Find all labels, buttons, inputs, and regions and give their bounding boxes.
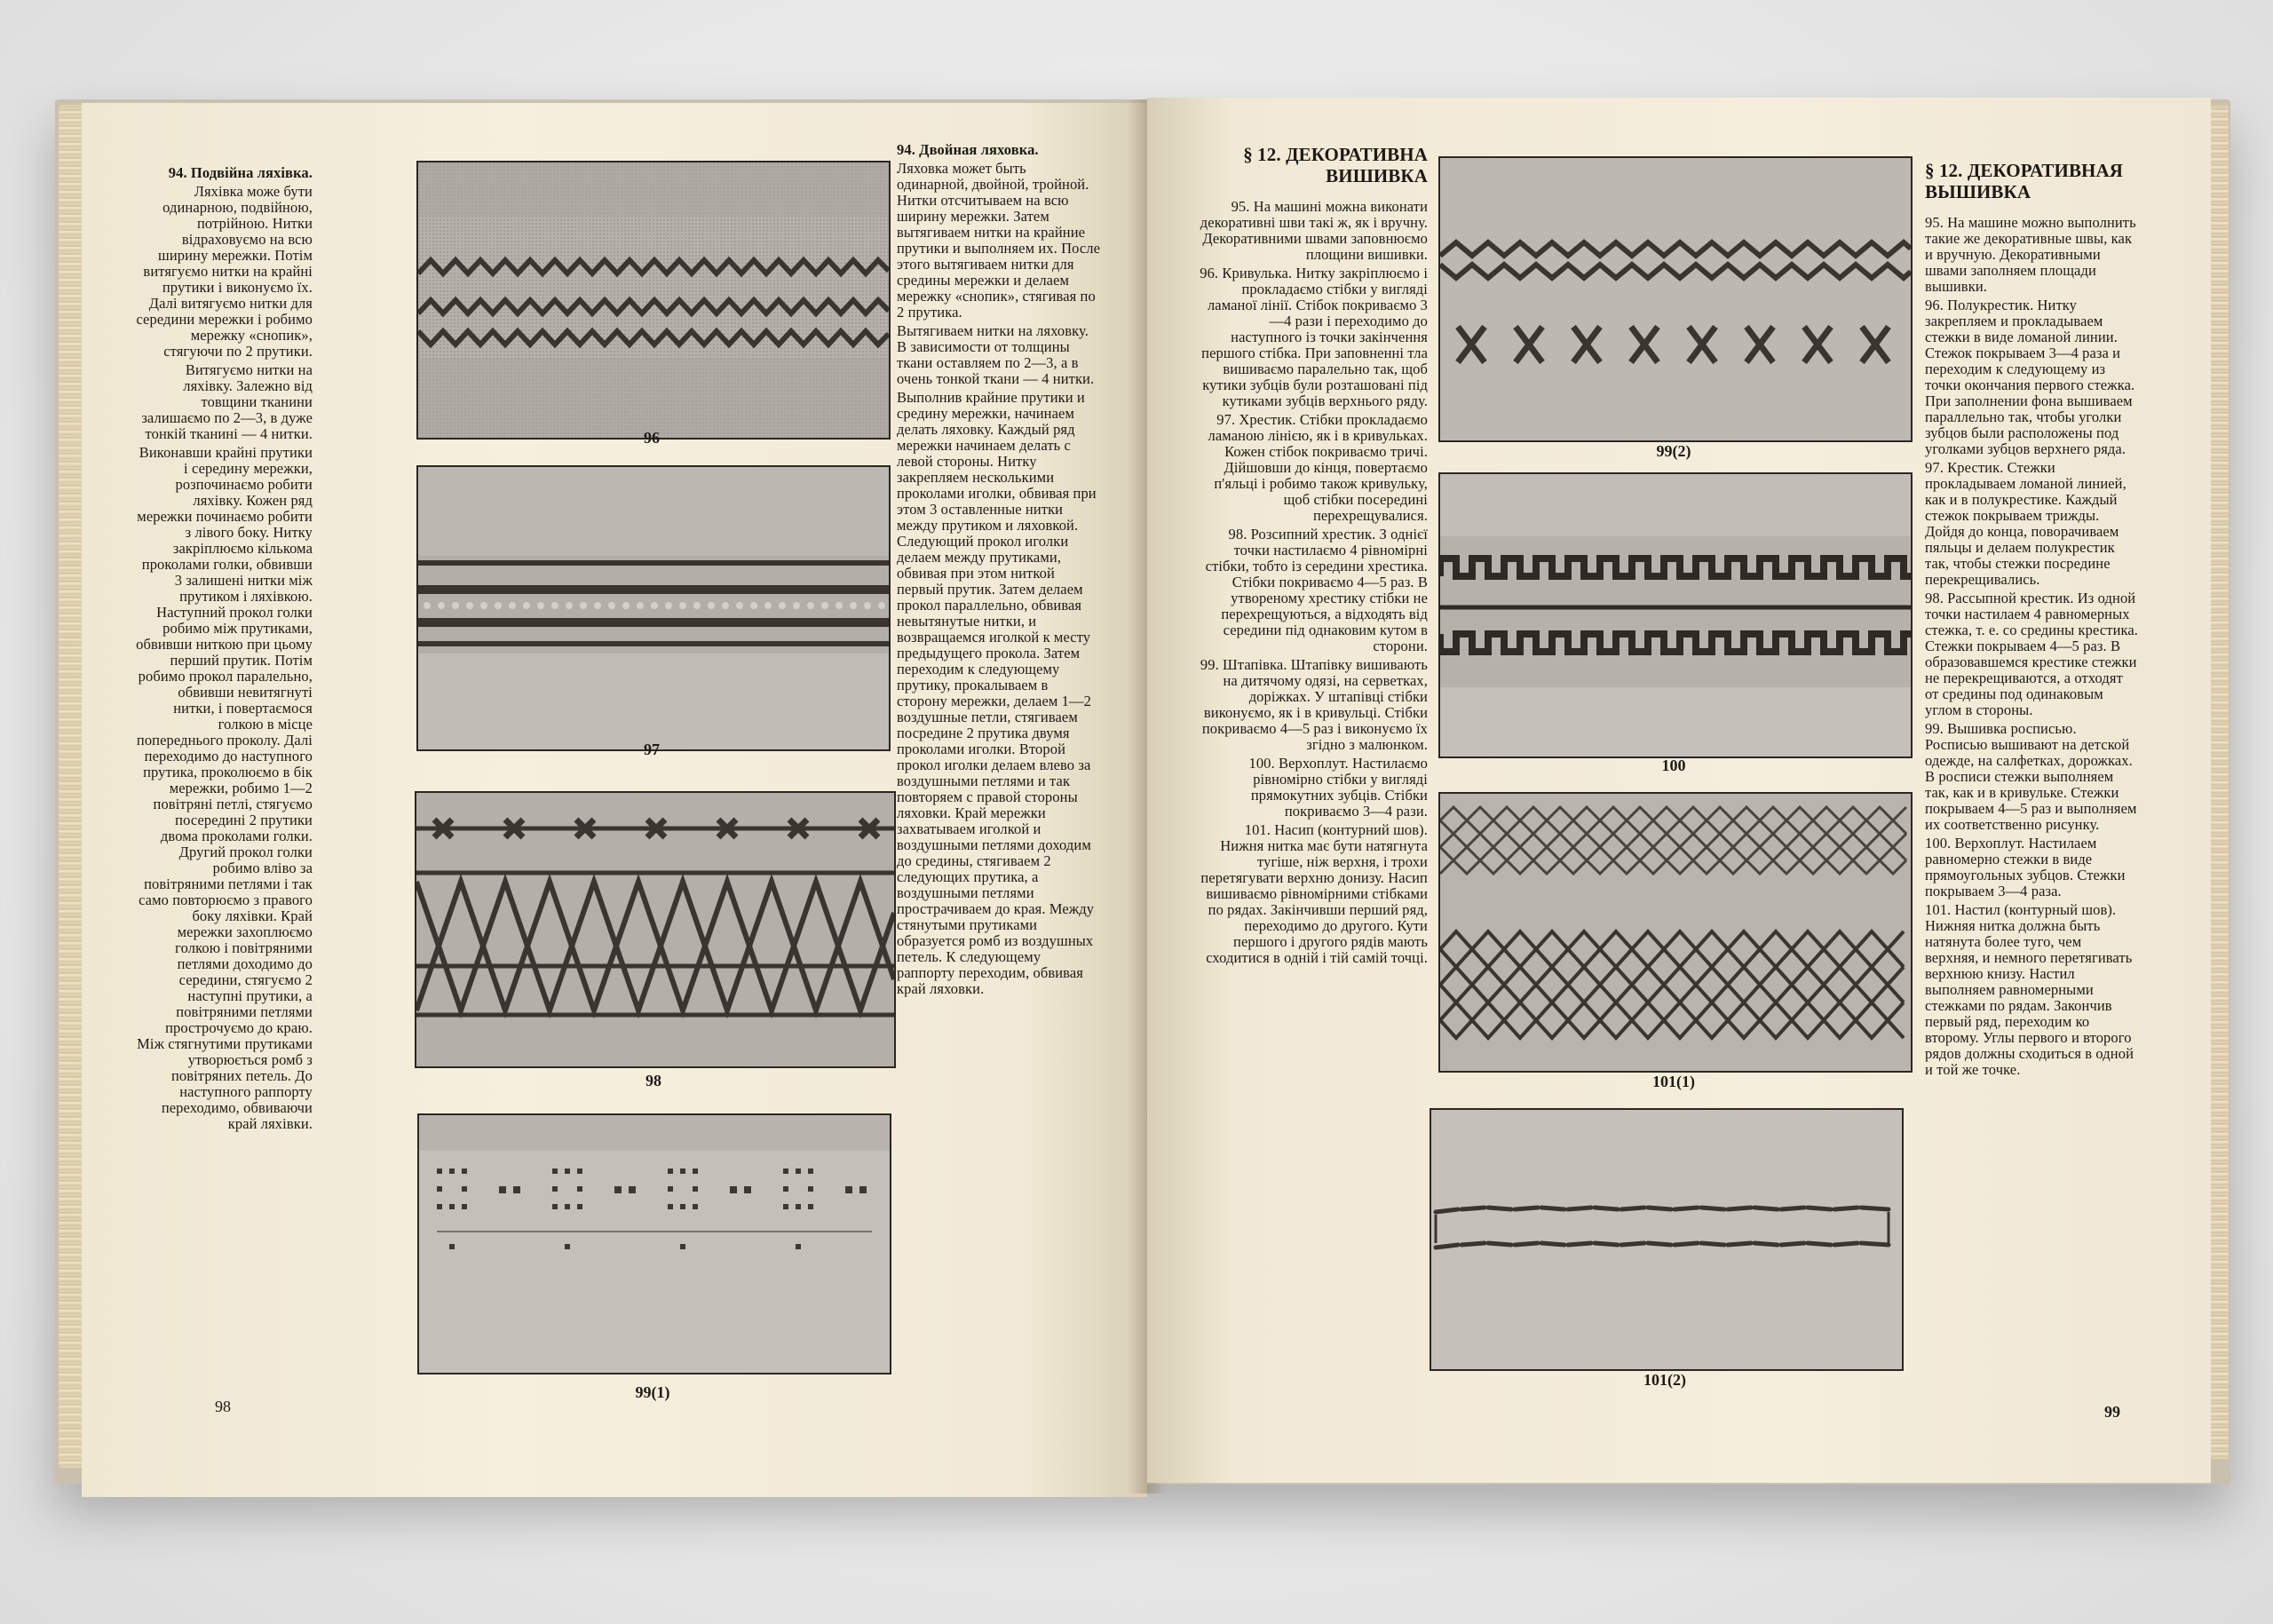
- rus-text-column-right: [1925, 160, 2138, 1081]
- caption-99-2: 99(2): [1656, 442, 1691, 460]
- rus-section-heading: § 12. ДЕКОРАТИВНАЯ ВЫШИВКА: [1925, 160, 2124, 202]
- ukr-paragraph: 96. Кривулька. Нитку закріплюємо і прокладаємо стібки у вигляді ламаної лінії. Стібок покриваємо 3—4 рази і переходимо до наступного із точки закінчення першого стібка. При заповненні тла вишиваємо паралельно так, щоб кутики зубців були розташовані під кутиками зубців верхнього ряду.: [1200, 265, 1428, 409]
- photo-96-zigzag-rows: [416, 161, 891, 440]
- ukr-text-column-right: [1199, 144, 1428, 969]
- photo-101-1-net: [1438, 792, 1913, 1073]
- ukr-paragraph: Виконавши крайні прутики і середину мережки, розпочинаємо робити ляхівку. Кожен ряд мережки починаємо робити з лівого боку. Нитку закріплюємо кількома проколами голки, обвивши 3 залишені нитки між прутиком і ляхівкою. Наступний прокол голки робимо між прутиками, обвивши ниткою при цьому перший прутик. Потім робимо прокол паралельно, обвивши невитягнуті нитки, і повертаємося голкою в місце попереднього проколу. Далі переходимо до наступного прутика, проколюємо в бік мережки, робимо 1—2 повітряні петлі, стягуємо посередині 2 прутики двома проколами голки. Другий прокол голки робимо вліво за повітряними петлями і так само повторюємо з правого боку ляхівки. Край мережки захоплюємо голкою і повітряними петлями доходимо до середини, стягуємо 2 наступні прутики, а повітряними петлями прострочуємо до краю. Між стягнутими прутиками утворюється ромб з повітряних петель. До наступного раппорту переходимо, обвиваючи край ляхівки.: [136, 444, 313, 1132]
- photo-101-2-contour-stitch: [1430, 1108, 1904, 1371]
- ukr-text-column-left: [135, 165, 313, 1135]
- ukr-paragraph: 98. Розсипний хрестик. З однієї точки настилаємо 4 рівномірні стібки, тобто із середини хрестика. Стібки покриваємо 4—5 раз. В утвореному хрестику стібки не перехрещуються, а відходять від середини під однаковим кутом в сторони.: [1205, 526, 1428, 654]
- ukr-section-heading: § 12. ДЕКОРАТИВНА ВИШИВКА: [1243, 144, 1428, 186]
- right-page: [1147, 98, 2211, 1483]
- rus-paragraph: Ляховка может быть одинарной, двойной, тройной. Нитки отсчитываем на всю ширину мережки. Затем вытягиваем нитки на крайние прутики и выполняем их. После этого вытягиваем нитки для средины мережки и делаем мережку «снопик», стягивая по 2 прутика.: [897, 160, 1101, 321]
- left-page: [82, 103, 1147, 1497]
- rus-paragraph: 95. На машине можно выполнить такие же декоративные швы, как и вручную. Декоративными швами заполняем площади вышивки.: [1925, 214, 2136, 295]
- caption-101-1: 101(1): [1652, 1073, 1695, 1090]
- photo-99-2-crosses: [1438, 156, 1913, 442]
- ukr-heading-94: 94. Подвійна ляхівка.: [168, 164, 313, 181]
- rus-paragraph: 100. Верхоплут. Настилаем равномерно стежки в виде прямоугольных зубцов. Стежки покрываем 3—4 раза.: [1925, 835, 2126, 899]
- ukr-paragraph: 95. На машині можна виконати декоративні шви такі ж, як і вручну. Декоративними швами заповнюємо площини вишивки.: [1200, 198, 1428, 263]
- rus-paragraph: Выполнив крайние прутики и средину мережки, начинаем делать ляховку. Каждый ряд мережки начинаем делать с левой стороны. Нитку закрепляем несколькими проколами иголки, обвивая при этом 3 оставленные нитки между прутиком и ляховкой. Следующий прокол иголки делаем между прутиками, обвивая при этом ниткой первый прутик. Затем делаем прокол параллельно, обвивая невытянутые нитки, и возвращаемся иголкой к месту предыдущего прокола. Затем переходим к следующему прутику, прокалываем в сторону мережки, делаем 1—2 воздушные петли, стягиваем посредине 2 прутика двумя проколами иголки. Второй прокол иголки делаем влево за воздушными петлями и так повторяем с правой стороны ляховки. Край мережки захватываем иголкой и воздушными петлями доходим до средины, стягиваем 2 следующих прутика, а воздушными петлями прострачиваем до края. Между стянутыми прутиками образуется ромб из воздушных петель. К следующему раппорту переходим, обвивая край ляховки.: [897, 389, 1097, 997]
- page-number-98: 98: [215, 1398, 231, 1415]
- rus-paragraph: 98. Рассыпной крестик. Из одной точки настилаем 4 равномерных стежка, т. е. со средины крестика. Стежки покрываем 4—5 раз. В образовавшемся крестике стежки не перекрещиваются, а отходят от средины под одинаковым углом в стороны.: [1925, 590, 2139, 718]
- ukr-paragraph: 101. Насип (контурний шов). Нижня нитка має бути натягнута тугіше, ніж верхня, і трохи перетягувати верхню донизу. Насип вишиваємо рівномірними стібками по рядах. Закінчивши перший ряд, переходимо до другого. Кути першого і другого рядів мають сходитися в одній і тій самій точці.: [1200, 821, 1428, 966]
- rus-text-column-left: [897, 142, 1101, 1000]
- ukr-paragraph: Ляхівка може бути одинарною, подвійною, потрійною. Нитки відраховуємо на всю ширину мережки. Потім витягуємо нитки на крайні прутики і виконуємо їх. Далі витягуємо нитки для середини мережки і робимо мережку «снопик», стягуючи по 2 прутики.: [136, 183, 313, 360]
- caption-96: 96: [644, 429, 660, 447]
- rus-paragraph: 101. Настил (контурный шов). Нижняя нитка должна быть натянута более туго, чем верхняя, и немного перетягивать верхнюю книзу. Настил выполняем равномерными стежками по рядам. Закончив первый ряд, переходим ко второму. Углы первого и второго рядов должны сходиться в одной и той же точке.: [1925, 901, 2134, 1078]
- rus-paragraph: 96. Полукрестик. Нитку закрепляем и прокладываем стежки в виде ломаной линии. Стежок покрываем 3—4 раза и переходим к следующему из точки окончания первого стежка. При заполнении фона вышиваем параллельно так, чтобы уголки зубцов были расположены под уголками зубцов верхнего ряда.: [1925, 297, 2135, 457]
- photo-97-bead-rows: [416, 465, 891, 751]
- caption-97: 97: [644, 741, 660, 758]
- ukr-paragraph: 100. Верхоплут. Настилаємо рівномірно стібки у вигляді прямокутних зубців. Стібки покриваємо 3—4 рази.: [1248, 755, 1428, 820]
- photo-98-lattice: [415, 791, 896, 1068]
- caption-100: 100: [1661, 757, 1686, 774]
- rus-heading-94: 94. Двойная ляховка.: [897, 141, 1039, 158]
- ukr-paragraph: Витягуємо нитки на ляхівку. Залежно від товщини тканини залишаємо по 2—3, в дуже тонкій тканині — 4 нитки.: [141, 361, 313, 442]
- photo-100-square-teeth: [1438, 472, 1913, 758]
- rus-paragraph: 99. Вышивка росписью. Росписью вышивают на детской одежде, на салфетках, дорожках. В росписи стежки выполняем так, как и в кривульке. Стежки покрываем 4—5 раз и выполняем их соответственно рисунку.: [1925, 720, 2137, 833]
- caption-101-2: 101(2): [1643, 1371, 1686, 1389]
- ukr-paragraph: 99. Штапівка. Штапівку вишивають на дитячому одязі, на серветках, доріжках. У штапівці стібки виконуємо, як і в кривульці. Стібки покриваємо 4—5 раз і виконуємо їх згідно з малюнком.: [1200, 656, 1428, 753]
- page-number-99: 99: [2104, 1403, 2120, 1421]
- caption-98: 98: [645, 1072, 661, 1089]
- rus-paragraph: 97. Крестик. Стежки прокладываем ломаной линией, как и в полукрестике. Каждый стежок покрываем трижды. Дойдя до конца, поворачиваем пяльцы и делаем полукрестик так, чтобы стежки посредине перекрещивались.: [1925, 459, 2126, 588]
- photo-99-1-openwork: [417, 1113, 891, 1374]
- ukr-paragraph: 97. Хрестик. Стібки прокладаємо ламаною лінією, як і в кривульках. Кожен стібок покриваємо тричі. Дійшовши до кінця, повертаємо п'яльці і робимо також кривульку, щоб стібки посередині перехрещувалися.: [1208, 411, 1428, 524]
- rus-paragraph: Вытягиваем нитки на ляховку. В зависимости от толщины ткани оставляем по 2—3, а в очень тонкой ткани — 4 нитки.: [897, 322, 1095, 387]
- caption-99-1: 99(1): [635, 1383, 670, 1401]
